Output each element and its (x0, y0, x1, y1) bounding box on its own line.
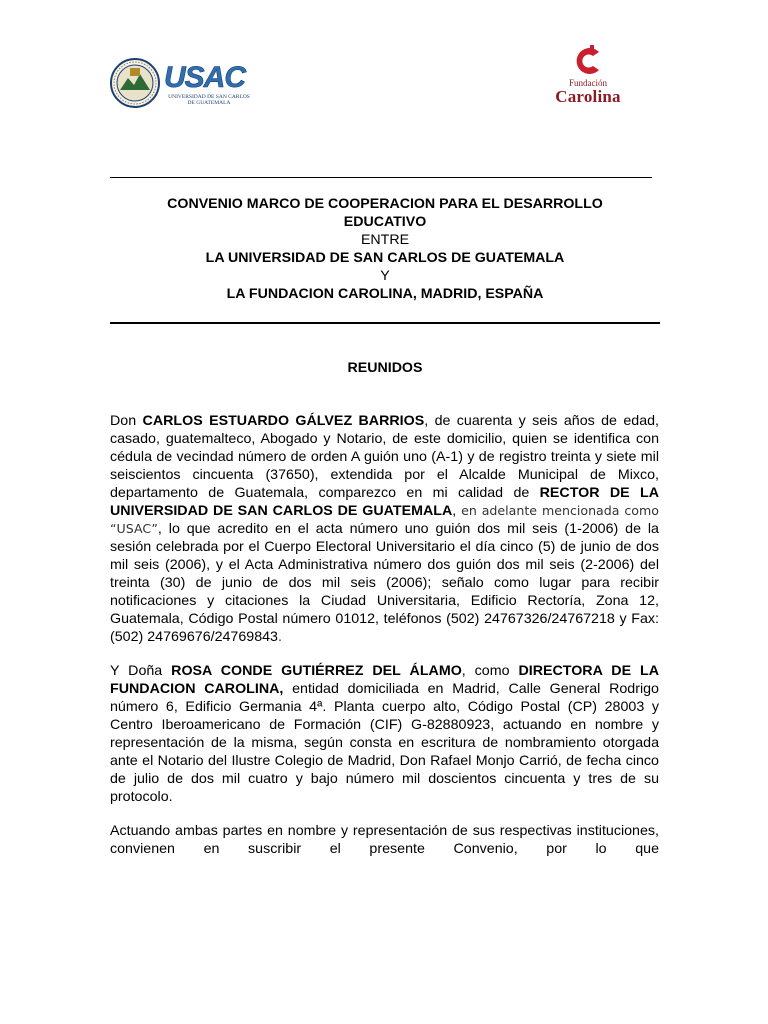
carolina-logo-small-text: Fundación (569, 78, 607, 88)
title-line-1: CONVENIO MARCO DE COOPERACION PARA EL DESARROLLO (167, 196, 603, 212)
carolina-c-icon (573, 44, 603, 78)
p1-text-4: , lo que acredito en el acta número uno guión dos mil seis (1-2006) de la sesión celebrada por el Cuerpo Electoral Universitario el día cinco (5) de junio de dos mil seis (2006), y el Acta Administrativa número dos guión dos mil seis (2-2006) del treinta (30) de junio de dos mil seis (2006); señalo como lugar para recibir notificaciones y citaciones la Ciudad Universitaria, Edificio Rectoría, Zona 12, Guatemala, Código Postal número 01012, teléfonos (502) 24767326/24767218 y Fax: (502) 24769676/24769843 (110, 521, 659, 645)
title-line-5: Y (380, 268, 390, 284)
paragraph-actuando (110, 822, 659, 858)
document-body (110, 412, 659, 874)
p1-usac-mention: en adelante mencionada como “USAC” (110, 503, 659, 536)
document-title (110, 195, 660, 303)
p3-text: Actuando ambas partes en nombre y representación de sus respectivas instituciones, convienen en suscribir el presente Convenio, por lo que (110, 823, 659, 857)
bottom-divider (110, 322, 660, 324)
carolina-logo-big-text: Carolina (555, 87, 621, 106)
usac-logo (164, 62, 252, 106)
p1-text-3: , (452, 503, 462, 519)
p1-text-1: Don (110, 413, 143, 429)
fundacion-carolina-logo (548, 44, 628, 106)
p1-name-bold: CARLOS ESTUARDO GÁLVEZ BARRIOS (142, 413, 425, 429)
usac-logo-text: USAC (164, 61, 246, 94)
p1-text-2: , de cuarenta y seis años de edad, casado, guatemalteco, Abogado y Notario, de este domicilio, quien se identifica con cédula de vecindad número de orden A guión uno (A-1) y de registro treinta y siete mil seiscientos cincuenta (37650), extendida por el Alcalde Municipal de Mixco, departamento de Guatemala, comparezco en mi calidad de (110, 413, 660, 501)
paragraph-rosa-conde (110, 662, 659, 806)
p2-title-bold: DIRECTORA DE LA FUNDACION CAROLINA, (110, 663, 659, 697)
p2-text-3: entidad domiciliada en Madrid, Calle General Rodrigo número 6, Edificio Germania 4ª. Planta cuerpo alto, Código Postal (CP) 28003 y Centro Iberoamericano de Formación (CIF) G-82880923, actuando en nombre y representación de la misma, según consta en escritura de nombramiento otorgada ante el Notario del Ilustre Colegio de Madrid, Don Rafael Monjo Carrió, de fecha cinco de julio de dos mil cuatro y bajo número mil doscientos cincuenta y tres de su protocolo. (110, 681, 659, 805)
p2-text-1: Y Doña (110, 663, 172, 679)
p1-title-bold: RECTOR DE LA UNIVERSIDAD DE SAN CARLOS DE GUATEMALA (110, 485, 659, 519)
top-divider (110, 177, 652, 178)
title-line-6: LA FUNDACION CAROLINA, MADRID, ESPAÑA (226, 286, 544, 302)
usac-logo-subtitle-2: DE GUATEMALA (187, 100, 231, 106)
p2-text-2: , como (461, 663, 519, 679)
title-line-2: EDUCATIVO (343, 214, 427, 230)
usac-seal-icon (110, 58, 160, 108)
title-line-4: LA UNIVERSIDAD DE SAN CARLOS DE GUATEMALA (205, 250, 565, 266)
title-line-3: ENTRE (360, 232, 410, 248)
p2-name-bold: ROSA CONDE GUTIÉRREZ DEL ÁLAMO (171, 663, 462, 679)
p1-text-5: . (278, 629, 283, 644)
section-heading: REUNIDOS (347, 360, 423, 376)
usac-logo-subtitle-1: UNIVERSIDAD DE SAN CARLOS (168, 94, 250, 100)
document-header (0, 0, 768, 130)
paragraph-carlos-galvez (110, 412, 659, 646)
